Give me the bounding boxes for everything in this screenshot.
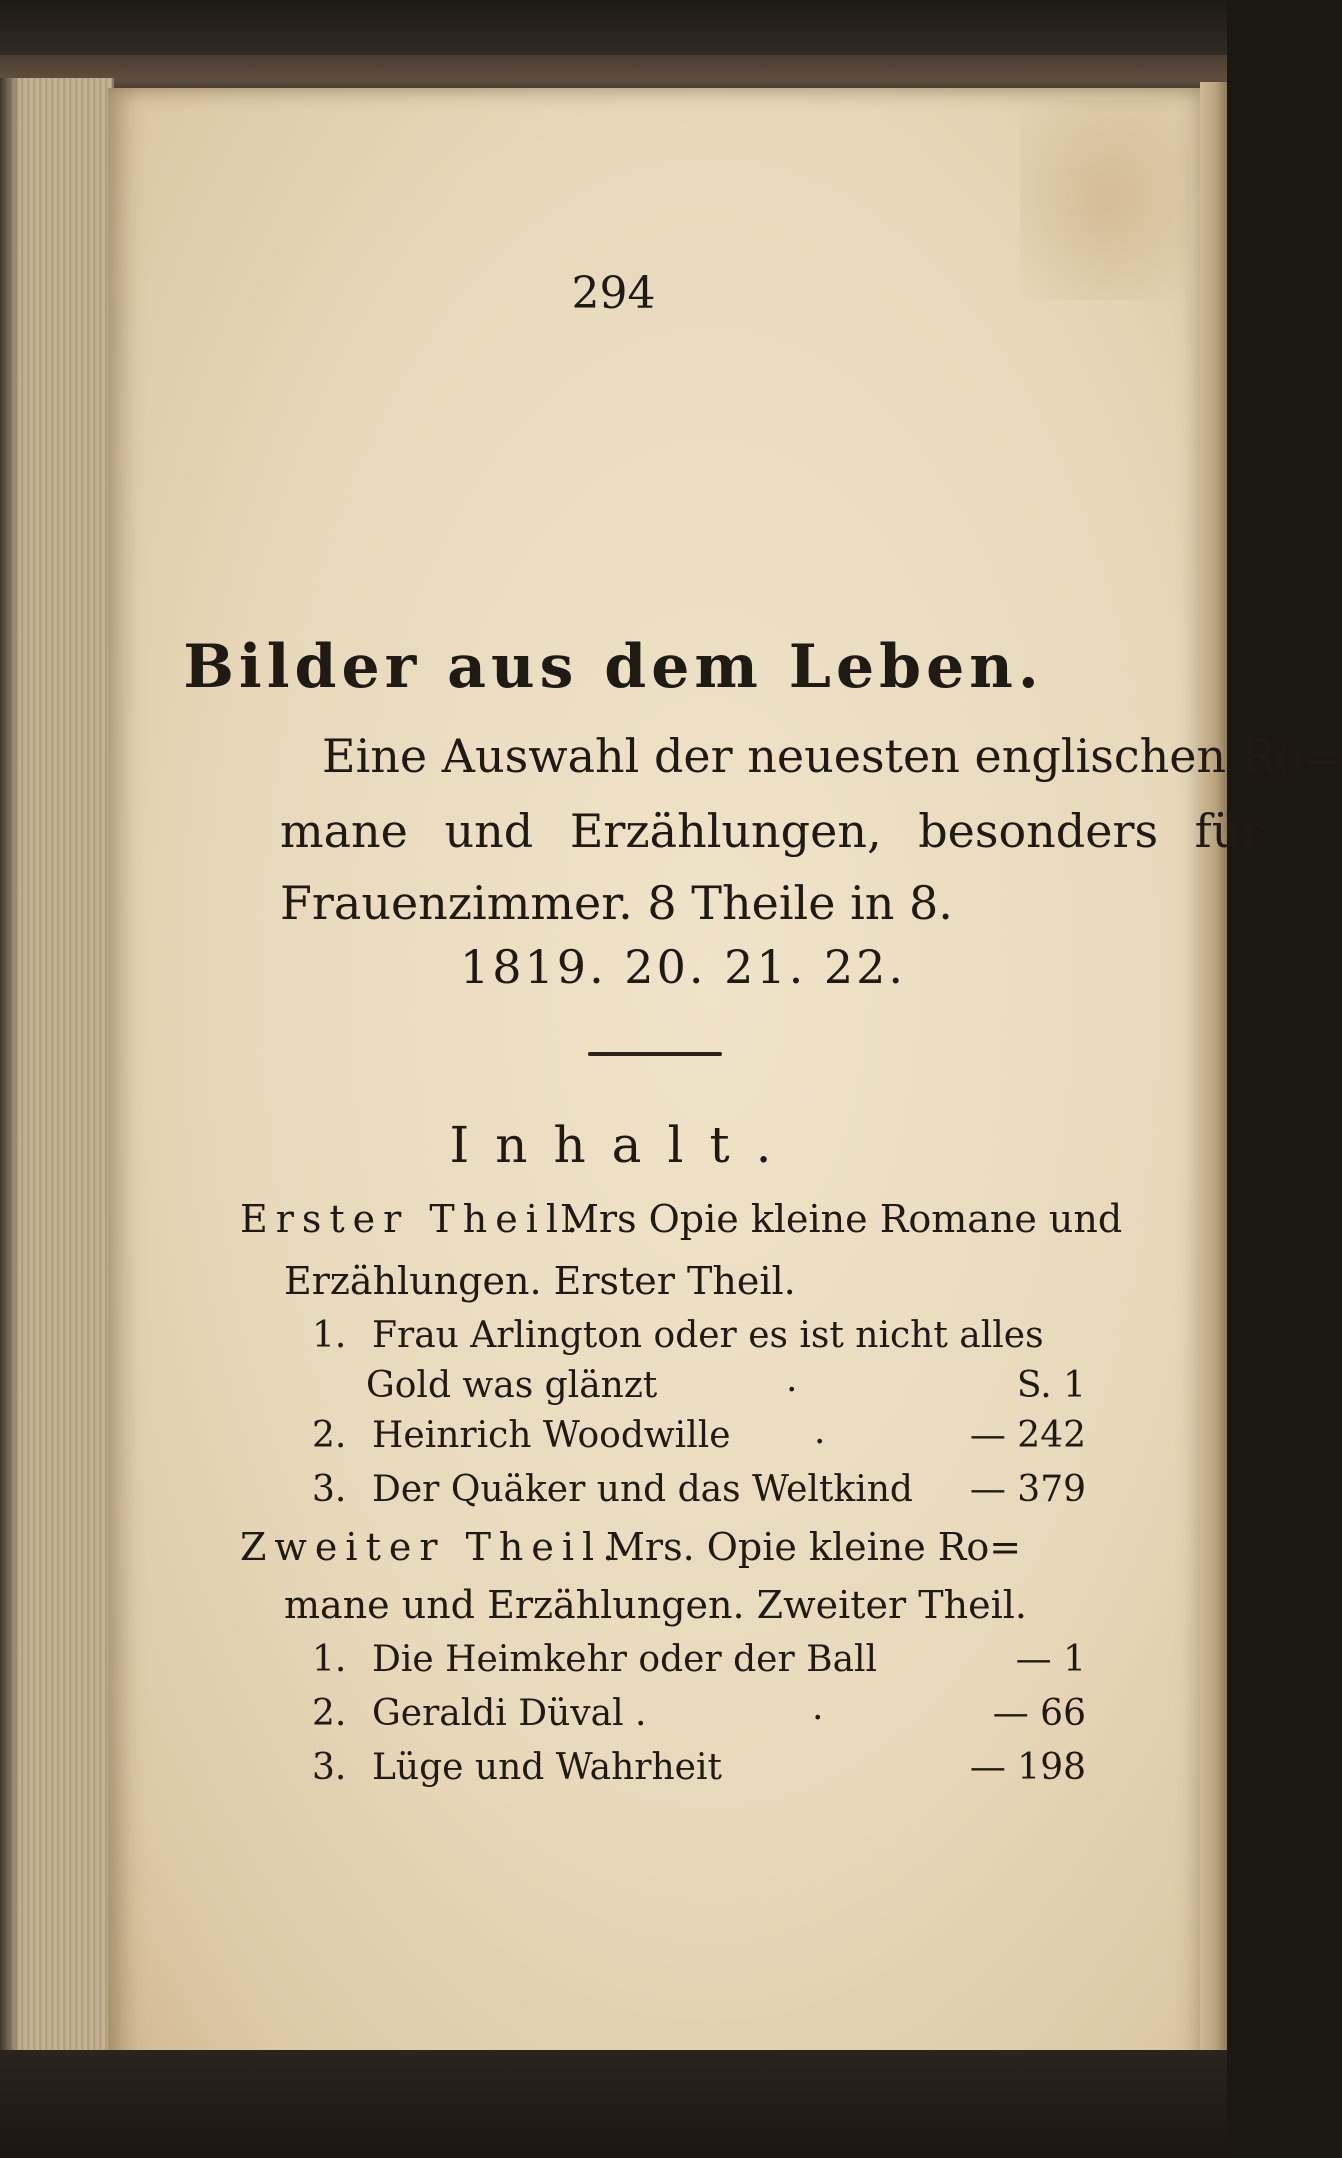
part-2-item-2-page: — 66 (992, 1693, 1086, 1734)
description-line-1: Eine Auswahl der neuesten englischen Ro= (322, 729, 1342, 783)
part-2-item-2-leader: . (812, 1687, 824, 1728)
part-2-item-2-number: 2. (312, 1693, 347, 1734)
part-1-item-1-number: 1. (312, 1315, 347, 1356)
part-1-item-3-title: Der Quäker und das Weltkind (372, 1469, 913, 1510)
part-1-item-2-leader: . (814, 1411, 826, 1452)
description-line-2: mane und Erzählungen, besonders für (280, 804, 1264, 858)
part-2-item-3-number: 3. (312, 1747, 347, 1788)
part-1-item-1-title: Frau Arlington oder es ist nicht alles (372, 1315, 1044, 1356)
part-1-item-1-title-cont: Gold was glänzt (366, 1365, 658, 1406)
contents-heading: Inhalt. (449, 1116, 798, 1174)
part-2-description-cont: mane und Erzählungen. Zweiter Theil. (284, 1583, 1027, 1627)
bottom-cover-edge (0, 2050, 1227, 2158)
description-line-4: 1819. 20. 21. 22. (460, 940, 907, 994)
part-1-item-1-page: S. 1 (1016, 1365, 1086, 1406)
book-title: Bilder aus dem Leben. (183, 632, 1044, 702)
part-1-item-3-page: — 379 (969, 1469, 1086, 1510)
page-number: 294 (571, 268, 656, 319)
part-1-description-cont: Erzählungen. Erster Theil. (284, 1259, 796, 1303)
part-1-item-3-number: 3. (312, 1469, 347, 1510)
part-2-item-1-page: — 1 (1015, 1639, 1086, 1680)
part-2-item-2-title: Geraldi Düval . (372, 1693, 647, 1734)
part-1-item-2-page: — 242 (969, 1415, 1086, 1456)
part-2-description: Mrs. Opie kleine Ro= (606, 1525, 1022, 1569)
part-2-label: Zweiter Theil. (240, 1525, 623, 1569)
part-2-item-3-page: — 198 (969, 1747, 1086, 1788)
part-2-item-3-title: Lüge und Wahrheit (372, 1747, 722, 1788)
section-divider (588, 1052, 722, 1056)
part-1-item-2-number: 2. (312, 1415, 347, 1456)
right-page-edge (1200, 82, 1227, 2072)
part-1-item-2-title: Heinrich Woodwille (372, 1415, 731, 1456)
part-1-description: Mrs Opie kleine Romane und (560, 1197, 1123, 1241)
description-line-3: Frauenzimmer. 8 Theile in 8. (280, 876, 953, 930)
part-2-item-1-number: 1. (312, 1639, 347, 1680)
part-2-item-1-title: Die Heimkehr oder der Ball (372, 1639, 878, 1680)
paper-stain (1020, 100, 1190, 300)
part-1-item-1-leader: . (786, 1359, 798, 1400)
part-1-label: Erster Theil. (240, 1197, 587, 1241)
spine-shadow (0, 78, 20, 2068)
